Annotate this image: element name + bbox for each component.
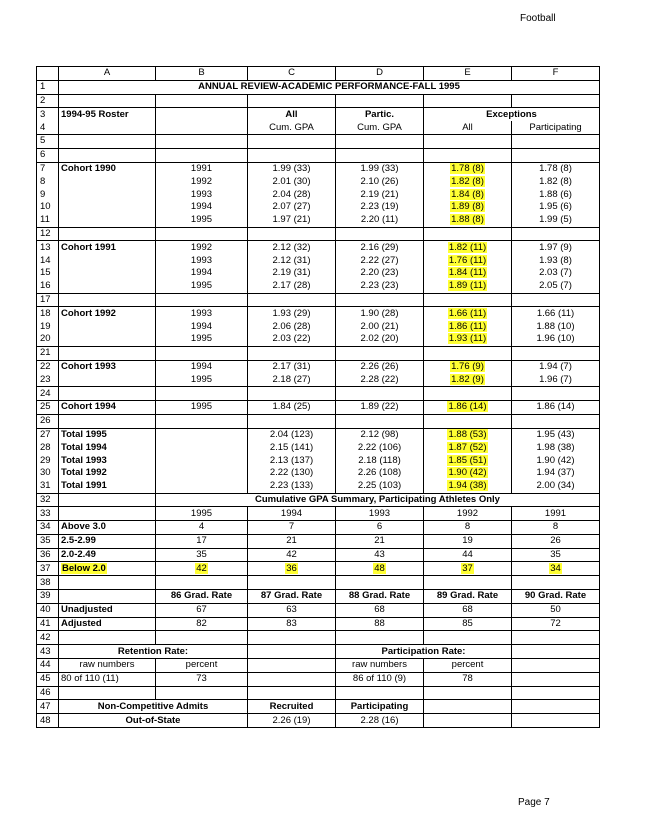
table-row: 46 <box>37 686 600 700</box>
non-competitive-admits-label[interactable]: Non-Competitive Admits <box>59 700 248 714</box>
table-row: 48 Out-of-State 2.26 (19) 2.28 (16) <box>37 714 600 728</box>
table-row: 20 1995 2.03 (22) 2.02 (20) 1.93 (11) 1.96 (10) <box>37 333 600 346</box>
table-row: 38 <box>37 576 600 590</box>
table-row: 3 1994-95 Roster All Partic. Exceptions <box>37 108 600 121</box>
column-header-a[interactable]: A <box>59 67 156 81</box>
table-row: 18 Cohort 1992 1993 1.93 (29) 1.90 (28) 1.66 (11) 1.66 (11) <box>37 307 600 320</box>
table-row: 25 Cohort 1994 1995 1.84 (25) 1.89 (22) 1.86 (14) 1.86 (14) <box>37 400 600 414</box>
column-header-b[interactable]: B <box>156 67 248 81</box>
table-row: 8 1992 2.01 (30) 2.10 (26) 1.82 (8) 1.82 (8) <box>37 175 600 188</box>
gpa-summary-title[interactable]: Cumulative GPA Summary, Participating Athletes Only <box>156 493 600 507</box>
retention-rate-label[interactable]: Retention Rate: <box>59 645 248 659</box>
table-row: 42 <box>37 631 600 645</box>
table-row: 30 Total 1992 2.22 (130) 2.26 (108) 1.90 (42) 1.94 (37) <box>37 467 600 480</box>
table-row: 1 ANNUAL REVIEW-ACADEMIC PERFORMANCE-FALL 1995 <box>37 80 600 94</box>
table-row: 33 1995 1994 1993 1992 1991 <box>37 507 600 521</box>
table-row: 11 1995 1.97 (21) 2.20 (11) 1.88 (8) 1.99 (5) <box>37 214 600 227</box>
table-row: 21 <box>37 346 600 360</box>
table-row: 27 Total 1995 2.04 (123) 2.12 (98) 1.88 (53) 1.95 (43) <box>37 428 600 441</box>
table-row: 7 Cohort 1990 1991 1.99 (33) 1.99 (33) 1.78 (8) 1.78 (8) <box>37 162 600 175</box>
table-row: 34 Above 3.0 4 7 6 8 8 <box>37 521 600 535</box>
table-row: 10 1994 2.07 (27) 2.23 (19) 1.89 (8) 1.95 (6) <box>37 201 600 214</box>
table-row: 19 1994 2.06 (28) 2.00 (21) 1.86 (11) 1.88 (10) <box>37 320 600 333</box>
table-row: 26 <box>37 414 600 428</box>
table-row: 39 86 Grad. Rate 87 Grad. Rate 88 Grad. Rate 89 Grad. Rate 90 Grad. Rate <box>37 590 600 604</box>
table-row: 28 Total 1994 2.15 (141) 2.22 (106) 1.87 (52) 1.98 (38) <box>37 441 600 454</box>
table-row: 13 Cohort 1991 1992 2.12 (32) 2.16 (29) 1.82 (11) 1.97 (9) <box>37 241 600 254</box>
column-header-f[interactable]: F <box>512 67 600 81</box>
roster-label[interactable]: 1994-95 Roster <box>59 108 156 121</box>
table-row: 36 2.0-2.49 35 42 43 44 35 <box>37 548 600 562</box>
table-row: 29 Total 1993 2.13 (137) 2.18 (118) 1.85 (51) 1.90 (42) <box>37 454 600 467</box>
page-number: Page 7 <box>518 797 550 808</box>
table-row: 43 Retention Rate: Participation Rate: <box>37 645 600 659</box>
table-row: 41 Adjusted 82 83 88 85 72 <box>37 617 600 631</box>
performance-spreadsheet <box>36 66 600 728</box>
out-of-state-label[interactable]: Out-of-State <box>59 714 248 728</box>
table-row: 47 Non-Competitive Admits Recruited Participating <box>37 700 600 714</box>
table-row: 5 <box>37 134 600 148</box>
report-title[interactable]: ANNUAL REVIEW-ACADEMIC PERFORMANCE-FALL 1995 <box>59 80 600 94</box>
table-row: 40 Unadjusted 67 63 68 68 50 <box>37 603 600 617</box>
table-row: 31 Total 1991 2.23 (133) 2.25 (103) 1.94 (38) 2.00 (34) <box>37 480 600 493</box>
column-header-c[interactable]: C <box>248 67 336 81</box>
table-row: 16 1995 2.17 (28) 2.23 (23) 1.89 (11) 2.05 (7) <box>37 280 600 293</box>
table-row: 44 raw numbers percent raw numbers percent <box>37 659 600 673</box>
table-row: 22 Cohort 1993 1994 2.17 (31) 2.26 (26) 1.76 (9) 1.94 (7) <box>37 360 600 373</box>
table-row: 45 80 of 110 (11) 73 86 of 110 (9) 78 <box>37 672 600 686</box>
column-header-row <box>37 67 600 81</box>
table-row: 6 <box>37 148 600 162</box>
table-row: 37 Below 2.0 42 36 48 37 34 <box>37 562 600 576</box>
table-row: 2 <box>37 94 600 108</box>
column-header-e[interactable]: E <box>424 67 512 81</box>
table-row: 35 2.5-2.99 17 21 21 19 26 <box>37 534 600 548</box>
page-header: Football <box>520 13 556 24</box>
column-header-d[interactable]: D <box>336 67 424 81</box>
table-row: 14 1993 2.12 (31) 2.22 (27) 1.76 (11) 1.93 (8) <box>37 254 600 267</box>
table-row: 12 <box>37 227 600 241</box>
table-row: 24 <box>37 387 600 401</box>
table-row: 15 1994 2.19 (31) 2.20 (23) 1.84 (11) 2.03 (7) <box>37 267 600 280</box>
corner-cell <box>37 67 59 81</box>
table-row: 9 1993 2.04 (28) 2.19 (21) 1.84 (8) 1.88 (6) <box>37 188 600 201</box>
table-row: 32 Cumulative GPA Summary, Participating Athletes Only <box>37 493 600 507</box>
table-row: 17 <box>37 293 600 307</box>
table-row: 4 Cum. GPA Cum. GPA All Participating <box>37 121 600 134</box>
table-row: 23 1995 2.18 (27) 2.28 (22) 1.82 (9) 1.96 (7) <box>37 373 600 386</box>
participation-rate-label[interactable]: Participation Rate: <box>336 645 512 659</box>
